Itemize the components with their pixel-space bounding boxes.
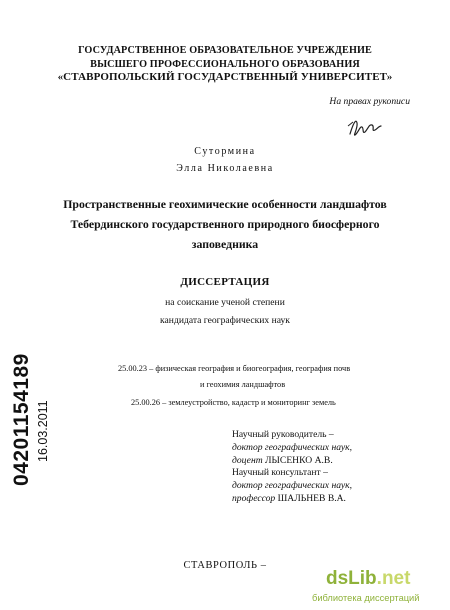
title-line-1: Пространственные геохимические особенности ландшафтов	[63, 197, 387, 211]
specialty-line-1: 25.00.23 – физическая география и биогеография, география почв	[118, 364, 351, 373]
consultant-rank: профессор	[232, 493, 276, 504]
author-name: Элла Николаевна	[176, 163, 274, 174]
degree-line-1: на соискание ученой степени	[165, 297, 285, 308]
watermark-logo-suffix: .net	[376, 568, 411, 589]
institution-header	[0, 44, 450, 85]
supervisor-title: доктор географических наук,	[232, 442, 353, 453]
degree-line-2: кандидата географических наук	[160, 315, 290, 326]
degree-block	[0, 294, 450, 330]
watermark-logo	[326, 568, 410, 590]
specialty-line-3: 25.00.26 – землеустройство, кадастр и мониторинг земель	[131, 398, 336, 407]
institution-line-1: ГОСУДАРСТВЕННОЕ ОБРАЗОВАТЕЛЬНОЕ УЧРЕЖДЕНИЕ	[78, 45, 372, 56]
consultant-person: ШАЛЬНЕВ В.А.	[277, 493, 346, 504]
supervisor-block	[232, 428, 352, 467]
work-type: ДИССЕРТАЦИЯ	[180, 276, 270, 288]
library-stamp-date: 16.03.2011	[36, 400, 50, 462]
author-surname: Сутормина	[194, 146, 256, 157]
author-block	[0, 143, 450, 177]
watermark-subtitle: библиотека диссертаций	[312, 593, 420, 603]
library-stamp-number: 04201154189	[10, 353, 33, 486]
dslib-watermark	[312, 568, 420, 603]
specialty-line-2: и геохимия ландшафтов	[200, 380, 286, 389]
title-line-3: заповедника	[191, 237, 259, 251]
signature-mark	[344, 114, 384, 140]
consultant-title: доктор географических наук,	[232, 480, 353, 491]
consultant-block	[232, 466, 352, 505]
city-line: СТАВРОПОЛЬ –	[183, 560, 267, 571]
title-line-2: Тебердинского государственного природного биосферного	[70, 217, 380, 231]
rights-note: На правах рукописи	[329, 96, 410, 107]
watermark-logo-text: dsLib	[326, 568, 377, 589]
supervisor-rank: доцент	[232, 455, 263, 466]
supervisor-person: ЛЫСЕНКО А.В.	[265, 455, 333, 466]
consultant-role: Научный консультант –	[232, 467, 328, 478]
institution-line-3: «СТАВРОПОЛЬСКИЙ ГОСУДАРСТВЕННЫЙ УНИВЕРСИТЕТ»	[57, 71, 393, 83]
institution-line-2: ВЫСШЕГО ПРОФЕССИОНАЛЬНОГО ОБРАЗОВАНИЯ	[90, 58, 360, 70]
supervisor-role: Научный руководитель –	[232, 429, 334, 440]
dissertation-title	[0, 194, 450, 254]
